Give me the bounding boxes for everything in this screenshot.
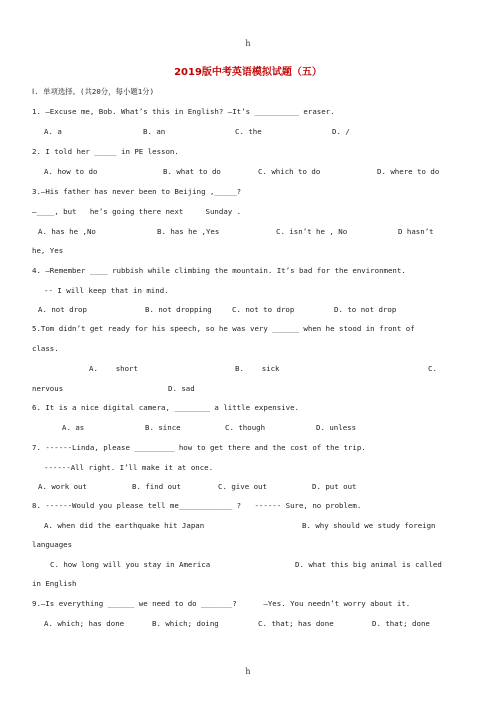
question-7-reply: ------All right. I’ll make it at once.	[44, 463, 214, 472]
q2-option-a: A. how to do	[44, 167, 98, 176]
q3-option-c: C. isn’t he , No	[276, 227, 348, 236]
question-4-reply: -- I will keep that in mind.	[44, 286, 169, 295]
question-3-stem: 3.—His father has never been to Beijing ,_____?	[32, 187, 242, 196]
q3-option-d-continued: he, Yes	[32, 246, 64, 255]
q6-option-c: C. though	[225, 423, 266, 432]
q4-option-b: B. not dropping	[145, 305, 212, 314]
q5-option-c-continued: nervous	[32, 384, 64, 393]
page-header-mark: h	[245, 39, 251, 48]
q5-option-b: B. sick	[235, 364, 280, 373]
q1-option-c: C. the	[235, 127, 262, 136]
question-1-stem: 1. —Excuse me, Bob. What’s this in English? —It’s __________ eraser.	[32, 107, 335, 116]
q8-option-a: A. when did the earthquake hit Japan	[44, 521, 205, 530]
q6-option-a: A. as	[62, 423, 85, 432]
question-5-stem: 5.Tom didn’t get ready for his speech, so he was very ______ when he stood in front of	[32, 324, 415, 333]
q2-option-b: B. what to do	[163, 167, 221, 176]
q6-option-b: B. since	[145, 423, 181, 432]
q5-option-c: C.	[428, 364, 437, 373]
q8-option-b: B. why should we study foreign	[302, 521, 436, 530]
q4-option-d: D. to not drop	[334, 305, 397, 314]
page-footer-mark: h	[245, 667, 251, 676]
question-2-stem: 2. I told her _____ in PE lesson.	[32, 147, 179, 156]
section-heading: Ⅰ. 单项选择。(共20分，每小题1分)	[32, 87, 155, 96]
q3-option-d: D hasn’t	[398, 227, 434, 236]
page-title: 2019版中考英语模拟试题（五）	[174, 67, 322, 78]
question-8-stem: 8. ------Would you please tell me____________ ? ------ Sure, no problem.	[32, 501, 362, 510]
question-5-stem-continued: class.	[32, 344, 59, 353]
question-4-stem: 4. —Remember ____ rubbish while climbing the mountain. It’s bad for the environment.	[32, 266, 406, 275]
q2-option-d: D. where to do	[377, 167, 440, 176]
q8-option-c: C. how long will you stay in America	[50, 560, 211, 569]
question-7-stem: 7. ------Linda, please _________ how to get there and the cost of the trip.	[32, 443, 366, 452]
q5-option-d: D. sad	[168, 384, 195, 393]
q4-option-c: C. not to drop	[232, 305, 295, 314]
q7-option-c: C. give out	[218, 482, 267, 491]
q9-option-d: D. that; done	[372, 619, 430, 628]
q3-option-b: B. has he ,Yes	[157, 227, 220, 236]
q9-option-b: B. which; doing	[152, 619, 219, 628]
q1-option-a: A. a	[44, 127, 62, 136]
q6-option-d: D. unless	[316, 423, 357, 432]
q1-option-d: D. /	[332, 127, 350, 136]
q8-option-b-continued: languages	[32, 540, 73, 549]
q9-option-a: A. which; has done	[44, 619, 125, 628]
q5-option-a: A. short	[89, 364, 138, 373]
q4-option-a: A. not drop	[38, 305, 87, 314]
question-3-reply: —____, but he’s going there next Sunday .	[32, 207, 242, 216]
q1-option-b: B. an	[143, 127, 166, 136]
q3-option-a: A. has he ,No	[38, 227, 96, 236]
q8-option-d: D. what this big animal is called	[295, 560, 442, 569]
q9-option-c: C. that; has done	[258, 619, 334, 628]
q8-option-d-continued: in English	[32, 579, 77, 588]
question-9-stem: 9.—Is everything ______ we need to do _______? —Yes. You needn’t worry about it.	[32, 599, 411, 608]
q7-option-a: A. work out	[38, 482, 87, 491]
q7-option-d: D. put out	[312, 482, 357, 491]
q2-option-c: C. which to do	[258, 167, 321, 176]
q7-option-b: B. find out	[132, 482, 181, 491]
question-6-stem: 6. It is a nice digital camera, ________ a little expensive.	[32, 403, 299, 412]
